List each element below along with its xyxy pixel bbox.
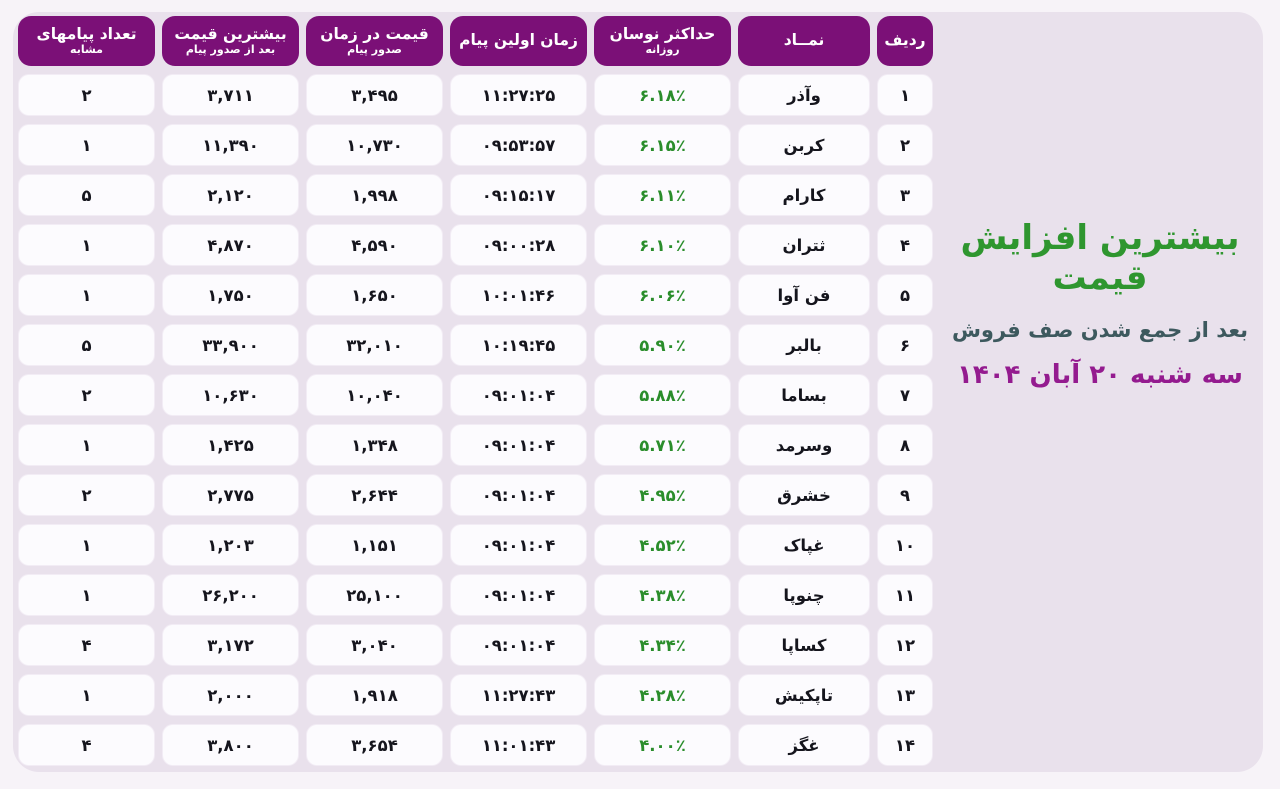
cell-rank: ۵ bbox=[877, 274, 933, 316]
cell-first-time: ۰۹:۰۱:۰۴ bbox=[450, 474, 587, 516]
cell-price-at: ۱۰,۰۴۰ bbox=[306, 374, 443, 416]
cell-symbol: غگز bbox=[738, 724, 870, 766]
cell-max-after: ۳,۷۱۱ bbox=[162, 74, 299, 116]
column-header-label: قیمت در زمان bbox=[320, 24, 429, 43]
cell-max-after: ۲,۷۷۵ bbox=[162, 474, 299, 516]
cell-fluctuation: ۴.۰۰٪ bbox=[594, 724, 731, 766]
cell-price-at: ۱,۳۴۸ bbox=[306, 424, 443, 466]
cell-max-after: ۳,۸۰۰ bbox=[162, 724, 299, 766]
cell-max-after: ۱,۷۵۰ bbox=[162, 274, 299, 316]
cell-max-after: ۱,۲۰۳ bbox=[162, 524, 299, 566]
cell-symbol: کساپا bbox=[738, 624, 870, 666]
cell-max-after: ۱۰,۶۳۰ bbox=[162, 374, 299, 416]
cell-price-at: ۱,۹۱۸ bbox=[306, 674, 443, 716]
cell-fluctuation: ۵.۷۱٪ bbox=[594, 424, 731, 466]
cell-price-at: ۱,۱۵۱ bbox=[306, 524, 443, 566]
cell-symbol: چنوپا bbox=[738, 574, 870, 616]
cell-symbol: کربن bbox=[738, 124, 870, 166]
cell-symbol: وآذر bbox=[738, 74, 870, 116]
cell-first-time: ۰۹:۰۱:۰۴ bbox=[450, 524, 587, 566]
cell-max-after: ۲,۱۲۰ bbox=[162, 174, 299, 216]
cell-fluctuation: ۶.۱۸٪ bbox=[594, 74, 731, 116]
cell-price-at: ۲۵,۱۰۰ bbox=[306, 574, 443, 616]
cell-count: ۲ bbox=[18, 374, 155, 416]
column-header-label: ردیف bbox=[884, 31, 926, 50]
cell-symbol: بساما bbox=[738, 374, 870, 416]
cell-fluctuation: ۴.۳۸٪ bbox=[594, 574, 731, 616]
table-area bbox=[12, 12, 937, 772]
cell-max-after: ۱۱,۳۹۰ bbox=[162, 124, 299, 166]
cell-rank: ۶ bbox=[877, 324, 933, 366]
column-header-sublabel: روزانه bbox=[645, 42, 680, 56]
cell-first-time: ۰۹:۰۱:۰۴ bbox=[450, 624, 587, 666]
cell-rank: ۲ bbox=[877, 124, 933, 166]
column-header-sublabel: مشابه bbox=[70, 42, 103, 56]
cell-count: ۱ bbox=[18, 574, 155, 616]
cell-price-at: ۳,۴۹۵ bbox=[306, 74, 443, 116]
column-header-label: زمان اولین پیام bbox=[459, 31, 578, 50]
cell-symbol: خشرق bbox=[738, 474, 870, 516]
column-header-label: نمــاد bbox=[783, 31, 825, 50]
column-header-count bbox=[18, 16, 155, 66]
cell-price-at: ۳,۶۵۴ bbox=[306, 724, 443, 766]
cell-fluctuation: ۴.۲۸٪ bbox=[594, 674, 731, 716]
report-date: سه شنبه ۲۰ آبان ۱۴۰۴ bbox=[957, 360, 1243, 390]
cell-rank: ۸ bbox=[877, 424, 933, 466]
cell-first-time: ۰۹:۱۵:۱۷ bbox=[450, 174, 587, 216]
column-header-first-time bbox=[450, 16, 587, 66]
column-header-rank bbox=[877, 16, 933, 66]
cell-fluctuation: ۶.۱۱٪ bbox=[594, 174, 731, 216]
cell-first-time: ۰۹:۰۰:۲۸ bbox=[450, 224, 587, 266]
cell-fluctuation: ۶.۱۵٪ bbox=[594, 124, 731, 166]
cell-fluctuation: ۴.۳۴٪ bbox=[594, 624, 731, 666]
cell-symbol: ثتران bbox=[738, 224, 870, 266]
cell-price-at: ۳,۰۴۰ bbox=[306, 624, 443, 666]
cell-symbol: بالبر bbox=[738, 324, 870, 366]
cell-fluctuation: ۵.۸۸٪ bbox=[594, 374, 731, 416]
cell-price-at: ۳۲,۰۱۰ bbox=[306, 324, 443, 366]
cell-fluctuation: ۵.۹۰٪ bbox=[594, 324, 731, 366]
cell-fluctuation: ۴.۵۲٪ bbox=[594, 524, 731, 566]
cell-count: ۱ bbox=[18, 224, 155, 266]
cell-rank: ۷ bbox=[877, 374, 933, 416]
cell-count: ۱ bbox=[18, 674, 155, 716]
cell-symbol: وسرمد bbox=[738, 424, 870, 466]
cell-max-after: ۲۶,۲۰۰ bbox=[162, 574, 299, 616]
cell-price-at: ۲,۶۴۴ bbox=[306, 474, 443, 516]
column-header-max-after bbox=[162, 16, 299, 66]
cell-rank: ۱۳ bbox=[877, 674, 933, 716]
main-panel bbox=[13, 12, 1263, 772]
cell-count: ۴ bbox=[18, 624, 155, 666]
cell-first-time: ۱۰:۱۹:۴۵ bbox=[450, 324, 587, 366]
cell-count: ۱ bbox=[18, 124, 155, 166]
column-header-label: حداکثر نوسان bbox=[609, 24, 716, 43]
cell-count: ۱ bbox=[18, 524, 155, 566]
cell-count: ۵ bbox=[18, 174, 155, 216]
cell-max-after: ۱,۴۲۵ bbox=[162, 424, 299, 466]
column-header-sublabel: صدور پیام bbox=[347, 42, 402, 56]
column-header-sublabel: بعد از صدور پیام bbox=[185, 42, 276, 56]
cell-fluctuation: ۶.۰۶٪ bbox=[594, 274, 731, 316]
cell-count: ۱ bbox=[18, 424, 155, 466]
cell-first-time: ۰۹:۵۳:۵۷ bbox=[450, 124, 587, 166]
cell-max-after: ۳,۱۷۲ bbox=[162, 624, 299, 666]
cell-rank: ۱۲ bbox=[877, 624, 933, 666]
cell-symbol: غپاک bbox=[738, 524, 870, 566]
stocks-table bbox=[18, 16, 933, 766]
cell-count: ۲ bbox=[18, 74, 155, 116]
cell-rank: ۱۴ bbox=[877, 724, 933, 766]
cell-first-time: ۰۹:۰۱:۰۴ bbox=[450, 424, 587, 466]
cell-fluctuation: ۴.۹۵٪ bbox=[594, 474, 731, 516]
cell-price-at: ۴,۵۹۰ bbox=[306, 224, 443, 266]
cell-count: ۱ bbox=[18, 274, 155, 316]
cell-max-after: ۳۳,۹۰۰ bbox=[162, 324, 299, 366]
column-header-symbol bbox=[738, 16, 870, 66]
cell-first-time: ۱۰:۰۱:۴۶ bbox=[450, 274, 587, 316]
cell-rank: ۱ bbox=[877, 74, 933, 116]
cell-rank: ۱۱ bbox=[877, 574, 933, 616]
column-header-fluctuation bbox=[594, 16, 731, 66]
cell-price-at: ۱۰,۷۳۰ bbox=[306, 124, 443, 166]
cell-max-after: ۲,۰۰۰ bbox=[162, 674, 299, 716]
title-block bbox=[937, 12, 1263, 772]
cell-fluctuation: ۶.۱۰٪ bbox=[594, 224, 731, 266]
page-title: بیشترین افزایش قیمت bbox=[960, 218, 1240, 298]
column-header-label: بیشترین قیمت bbox=[174, 24, 287, 43]
cell-rank: ۹ bbox=[877, 474, 933, 516]
cell-count: ۴ bbox=[18, 724, 155, 766]
cell-symbol: فن آوا bbox=[738, 274, 870, 316]
cell-count: ۲ bbox=[18, 474, 155, 516]
cell-first-time: ۱۱:۰۱:۴۳ bbox=[450, 724, 587, 766]
cell-first-time: ۰۹:۰۱:۰۴ bbox=[450, 374, 587, 416]
page-subtitle: بعد از جمع شدن صف فروش bbox=[951, 318, 1249, 342]
cell-price-at: ۱,۹۹۸ bbox=[306, 174, 443, 216]
cell-symbol: تاپکیش bbox=[738, 674, 870, 716]
cell-rank: ۱۰ bbox=[877, 524, 933, 566]
cell-first-time: ۰۹:۰۱:۰۴ bbox=[450, 574, 587, 616]
cell-rank: ۳ bbox=[877, 174, 933, 216]
cell-first-time: ۱۱:۲۷:۲۵ bbox=[450, 74, 587, 116]
column-header-price-at bbox=[306, 16, 443, 66]
cell-rank: ۴ bbox=[877, 224, 933, 266]
cell-first-time: ۱۱:۲۷:۴۳ bbox=[450, 674, 587, 716]
cell-max-after: ۴,۸۷۰ bbox=[162, 224, 299, 266]
cell-symbol: کارام bbox=[738, 174, 870, 216]
cell-price-at: ۱,۶۵۰ bbox=[306, 274, 443, 316]
column-header-label: تعداد پیامهای bbox=[36, 24, 137, 43]
cell-count: ۵ bbox=[18, 324, 155, 366]
